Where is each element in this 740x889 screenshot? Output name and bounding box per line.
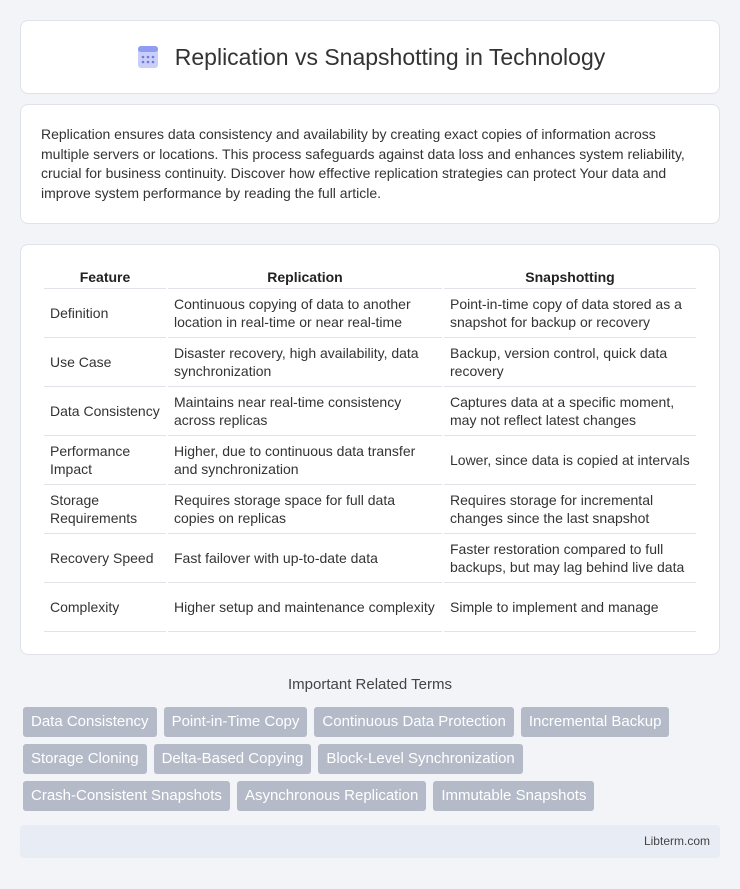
- table-cell: Continuous copying of data to another location in real-time or near real-time: [168, 289, 442, 338]
- table-cell: Higher, due to continuous data transfer and synchronization: [168, 436, 442, 485]
- comparison-table: [42, 265, 698, 632]
- table-cell: Data Consistency: [44, 387, 166, 436]
- table-cell: Maintains near real-time consistency across replicas: [168, 387, 442, 436]
- table-cell: Complexity: [44, 583, 166, 632]
- related-term-tag[interactable]: Crash-Consistent Snapshots: [23, 781, 230, 811]
- table-cell: Storage Requirements: [44, 485, 166, 534]
- related-term-tag[interactable]: Storage Cloning: [23, 744, 147, 774]
- table-row: [44, 289, 696, 338]
- table-cell: Simple to implement and manage: [444, 583, 696, 632]
- table-row: [44, 485, 696, 534]
- related-term-tag[interactable]: Immutable Snapshots: [433, 781, 594, 811]
- column-header: Feature: [44, 265, 166, 289]
- footer: [20, 825, 720, 858]
- column-header: Snapshotting: [444, 265, 696, 289]
- intro-card: [20, 104, 720, 224]
- title-card: [20, 20, 720, 94]
- table-cell: Definition: [44, 289, 166, 338]
- table-row: [44, 436, 696, 485]
- table-cell: Requires storage space for full data copies on replicas: [168, 485, 442, 534]
- related-term-tag[interactable]: Incremental Backup: [521, 707, 670, 737]
- intro-text: Replication ensures data consistency and availability by creating exact copies of information across multiple servers or locations. This process safeguards against data loss and enhances system reliability, crucial for business continuity. Discover how effective replication strategies can protect Your data and improve system performance by reading the full article.: [41, 126, 685, 201]
- table-row: [44, 583, 696, 632]
- table-cell: Disaster recovery, high availability, data synchronization: [168, 338, 442, 387]
- column-header: Replication: [168, 265, 442, 289]
- related-term-tag[interactable]: Block-Level Synchronization: [318, 744, 522, 774]
- page-title: Replication vs Snapshotting in Technology: [174, 43, 606, 70]
- table-cell: Backup, version control, quick data recovery: [444, 338, 696, 387]
- related-term-tag[interactable]: Data Consistency: [23, 707, 157, 737]
- table-cell: Fast failover with up-to-date data: [168, 534, 442, 583]
- table-cell: Recovery Speed: [44, 534, 166, 583]
- related-terms-title: Important Related Terms: [288, 676, 452, 693]
- table-cell: Faster restoration compared to full backups, but may lag behind live data: [444, 534, 696, 583]
- related-term-tag[interactable]: Asynchronous Replication: [237, 781, 426, 811]
- table-row: [44, 534, 696, 583]
- related-term-tag[interactable]: Continuous Data Protection: [314, 707, 513, 737]
- table-row: [44, 338, 696, 387]
- table-cell: Use Case: [44, 338, 166, 387]
- table-cell: Performance Impact: [44, 436, 166, 485]
- footer-site-link[interactable]: Libterm.com: [643, 834, 710, 848]
- table-row: [44, 387, 696, 436]
- table-header-row: [44, 265, 696, 289]
- document-icon: [135, 44, 161, 70]
- related-term-tag[interactable]: Point-in-Time Copy: [164, 707, 308, 737]
- table-cell: Higher setup and maintenance complexity: [168, 583, 442, 632]
- comparison-table-card: [20, 244, 720, 655]
- related-term-tag[interactable]: Delta-Based Copying: [154, 744, 312, 774]
- table-cell: Lower, since data is copied at intervals: [444, 436, 696, 485]
- table-cell: Point-in-time copy of data stored as a snapshot for backup or recovery: [444, 289, 696, 338]
- table-cell: Requires storage for incremental changes since the last snapshot: [444, 485, 696, 534]
- related-terms-list: [23, 707, 723, 811]
- table-cell: Captures data at a specific moment, may not reflect latest changes: [444, 387, 696, 436]
